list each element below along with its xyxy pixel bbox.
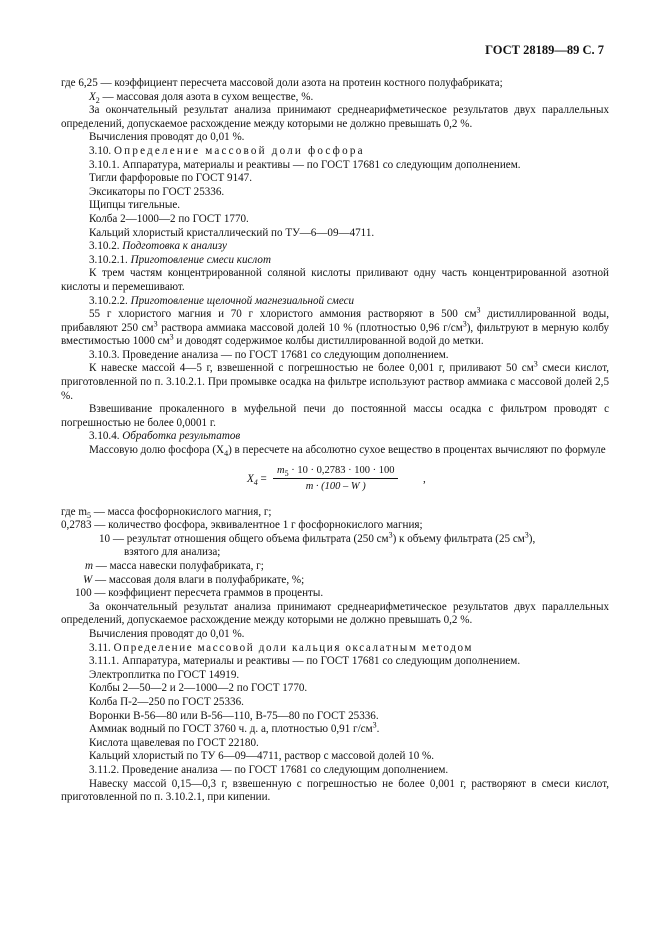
- section-heading: [61, 145, 609, 159]
- section-title: Подготовка к анализу: [122, 240, 227, 253]
- paragraph: [61, 720, 609, 737]
- paragraph: Навеску массой 0,15—0,3 г, взвешенную с погрешностью не более 0,001 г, растворяют в смеси кислот, приготовленной по п. 3.10.2.1, при кипении.: [61, 777, 609, 804]
- definition-row: [61, 560, 609, 574]
- superscript: 3: [533, 359, 538, 369]
- subscript: 4: [224, 449, 229, 459]
- section-title: Приготовление смеси кислот: [130, 253, 271, 266]
- superscript: 3: [372, 720, 377, 730]
- paragraph: Эксикаторы по ГОСТ 25336.: [89, 185, 225, 198]
- symbol: X: [247, 472, 254, 485]
- paragraph: [61, 91, 609, 105]
- section-number: 3.11.: [89, 641, 114, 654]
- text: 55 г хлористого магния и 70 г хлористого аммония растворяют в 500 см: [89, 308, 477, 321]
- text: Массовую долю фосфора (X: [89, 444, 225, 457]
- section-heading: [61, 642, 609, 656]
- superscript: 3: [388, 530, 393, 540]
- paragraph: Кальций хлористый кристаллический по ТУ—6—09—4711.: [89, 226, 375, 239]
- formula-lhs: [247, 473, 267, 487]
- section-title: Приготовление щелочной магнезиальной смеси: [130, 294, 355, 307]
- text: дистиллированной воды, прибавляют 250 см: [61, 308, 609, 334]
- superscript: 3: [153, 319, 158, 328]
- superscript: 3: [524, 530, 529, 540]
- text: Аммиак водный по ГОСТ 3760 ч. д. а, плотностью 0,91 г/см: [89, 723, 373, 736]
- paragraph: Воронки В-56—80 или В-56—110, В-75—80 по ГОСТ 25336.: [89, 709, 379, 722]
- text: 10 — результат отношения общего объема фильтрата (250 см: [99, 532, 389, 545]
- text: — масса фосфорнокислого магния, г;: [90, 505, 272, 518]
- symbol: X: [89, 90, 96, 103]
- definition-row: 0,2783 — количество фосфора, эквивалентное 1 г фосфорнокислого магния;: [61, 519, 423, 532]
- text: · 10 · 0,2783 · 100 · 100: [288, 464, 395, 476]
- paragraph: 3.11.1. Аппаратура, материалы и реактивы — по ГОСТ 17681 со следующим дополнением.: [89, 655, 521, 668]
- text: ), фильтруют в мерную колбу вместимостью 1000 см: [61, 321, 610, 348]
- paragraph: Колба П-2—250 по ГОСТ 25336.: [89, 695, 244, 708]
- paragraph: Вычисления проводят до 0,01 %.: [89, 131, 245, 144]
- text: — массовая доля азота в сухом веществе, %.: [99, 90, 314, 103]
- paragraph: [61, 305, 610, 349]
- subscript: 5: [284, 468, 289, 478]
- paragraph: Кальций хлористый по ТУ 6—09—4711, раствор с массовой долей 10 %.: [89, 750, 435, 763]
- section-number: 3.10.4.: [89, 430, 123, 443]
- paragraph: Щипцы тигельные.: [89, 199, 181, 212]
- section-title: Определение массовой доли кальция оксалатным методом: [113, 641, 474, 654]
- superscript: 3: [476, 305, 481, 315]
- paragraph: 3.10.1. Аппаратура, материалы и реактивы — по ГОСТ 17681 со следующим дополнением.: [89, 158, 521, 171]
- subscript: 4: [253, 477, 258, 487]
- subsection-heading: [61, 430, 609, 444]
- paragraph: 3.10.3. Проведение анализа — по ГОСТ 17681 со следующим дополнением.: [89, 348, 449, 361]
- formula-numerator: [273, 464, 398, 480]
- section-title: Определение массовой доли фосфора: [113, 144, 365, 157]
- page-header: ГОСТ 28189—89 С. 7: [485, 43, 604, 57]
- text: где m: [61, 505, 87, 518]
- paragraph: За окончательный результат анализа принимают среднеарифметическое результатов двух параллельных определений, допускаемое расхождение между которыми не должно превышать 0,2 %.: [61, 104, 609, 130]
- definition-row: [61, 574, 609, 588]
- text: — массовая доля влаги в полуфабрикате, %;: [92, 573, 305, 586]
- paragraph: Кислота щавелевая по ГОСТ 22180.: [89, 736, 259, 749]
- formula-fraction: [273, 464, 398, 494]
- superscript: 3: [462, 319, 467, 328]
- formula-comma: ,: [423, 472, 426, 485]
- paragraph: Колба 2—1000—2 по ГОСТ 1770.: [89, 212, 249, 225]
- text: смеси кислот, приготовленной по п. 3.10.2.1. При промывке осадка на фильтре используют раствор аммиака с массовой долей 2,5 %.: [61, 362, 609, 402]
- paragraph: Тигли фарфоровые по ГОСТ 9147.: [89, 172, 252, 185]
- subscript: 2: [95, 95, 100, 105]
- paragraph: Колбы 2—50—2 и 2—1000—2 по ГОСТ 1770.: [89, 682, 308, 695]
- definition-row: 100 — коэффициент пересчета граммов в проценты.: [75, 587, 324, 600]
- subsection-heading: [61, 240, 609, 254]
- section-number: 3.10.: [89, 144, 114, 157]
- paragraph: Электроплитка по ГОСТ 14919.: [89, 668, 240, 681]
- subscript: 5: [86, 510, 91, 520]
- paragraph: 3.11.2. Проведение анализа — по ГОСТ 17681 со следующим дополнением.: [89, 763, 449, 776]
- text: и доводят содержимое колбы дистиллированной водой до метки.: [173, 335, 484, 348]
- superscript: 3: [169, 332, 174, 342]
- paragraph: За окончательный результат анализа принимают среднеарифметическое результатов двух параллельных определений, допускаемое расхождение между которыми не должно превышать 0,2 %.: [61, 600, 609, 627]
- definition-row: [61, 530, 609, 547]
- equals-sign: =: [257, 472, 267, 485]
- symbol: m: [85, 560, 94, 572]
- symbol: W: [83, 573, 93, 586]
- definition-row: [61, 506, 609, 520]
- definition-row: взятого для анализа;: [124, 546, 221, 559]
- text: ) к объему фильтрата (25 см: [392, 532, 525, 545]
- paragraph: Вычисления проводят до 0,01 %.: [89, 627, 245, 640]
- section-number: 3.10.2.2.: [89, 294, 131, 307]
- symbol: m: [277, 464, 285, 476]
- formula-definitions: [61, 506, 609, 601]
- text: ) в пересчете на абсолютно сухое вещество в процентах вычисляют по формуле: [228, 444, 606, 457]
- subsection-heading: [61, 295, 609, 309]
- document-body: [61, 77, 609, 805]
- text: ),: [528, 532, 536, 545]
- text: К навеске массой 4—5 г, взвешенной с погрешностью не более 0,001 г, приливают 50 см: [89, 362, 534, 375]
- phosphorus-formula: [61, 462, 609, 502]
- subsection-heading: [61, 254, 609, 268]
- text: — масса навески полуфабриката, г;: [93, 560, 264, 572]
- text: .: [376, 723, 380, 736]
- paragraph: К трем частям концентрированной соляной кислоты приливают одну часть концентрированной азотной кислоты и перемешивают.: [61, 267, 609, 293]
- formula-denominator: m · (100 – W ): [305, 481, 366, 493]
- paragraph: где 6,25 — коэффициент пересчета массовой доли азота на протеин костного полуфабриката;: [61, 77, 503, 89]
- paragraph: [61, 444, 609, 458]
- section-number: 3.10.2.: [89, 240, 123, 253]
- text: раствора аммиака массовой долей 10 % (плотностью 0,96 г/см: [157, 321, 463, 334]
- section-number: 3.10.2.1.: [89, 253, 131, 266]
- paragraph: [61, 359, 609, 403]
- paragraph: Взвешивание прокаленного в муфельной печи до постоянной массы осадка с фильтром проводят с погрешностью не более 0,0001 г.: [61, 403, 609, 429]
- section-title: Обработка результатов: [122, 430, 241, 443]
